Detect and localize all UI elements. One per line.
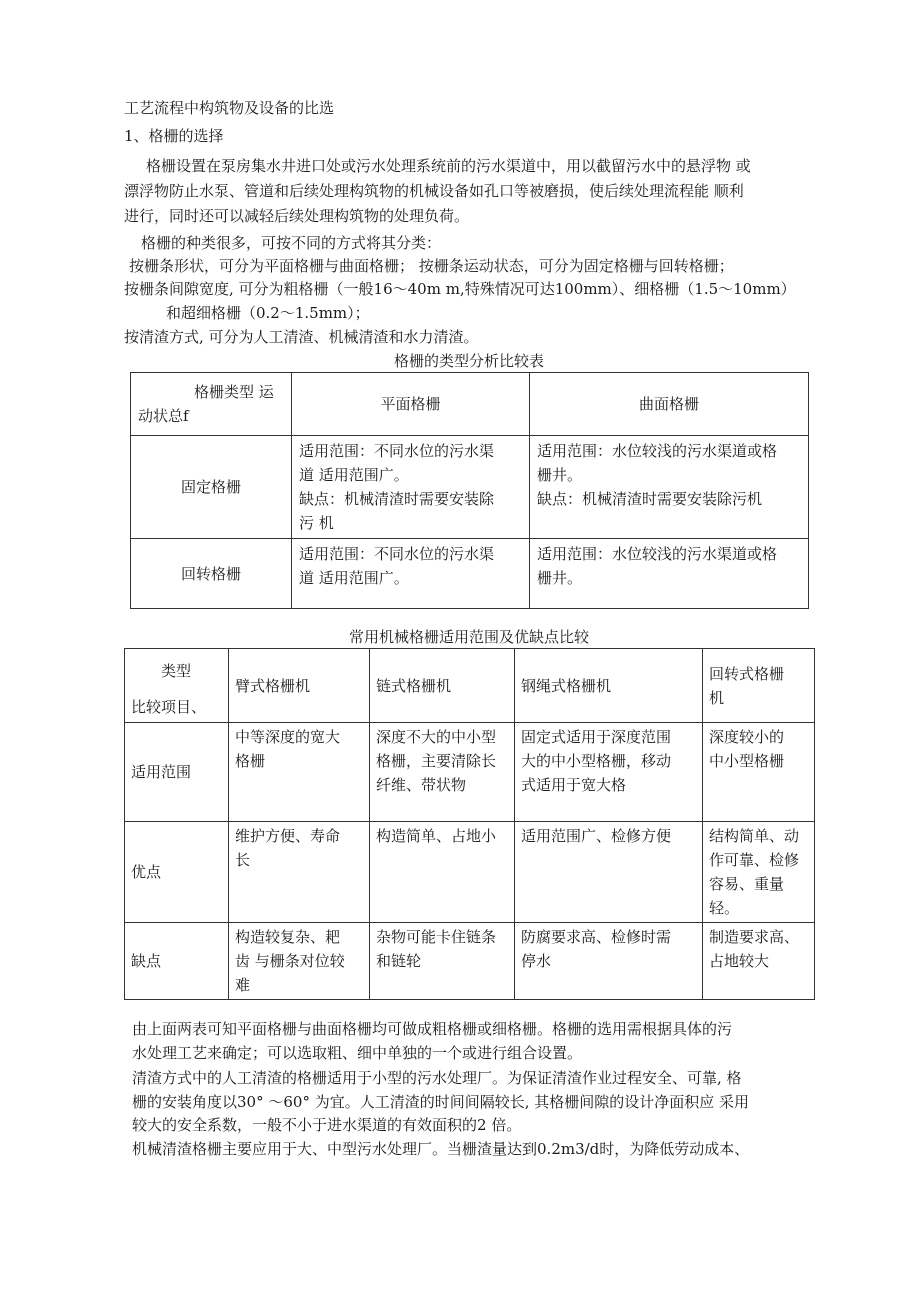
table-cell [370,723,515,822]
corner-text: 格栅类型 运 [194,383,274,401]
cell-line: 机 [709,688,725,707]
document-heading: 工艺流程中构筑物及设备的比选 [124,99,335,117]
cell-line: 占地较大 [709,952,770,970]
cell-line: 容易、重量 [709,875,785,893]
cell-line: 和链轮 [376,952,422,970]
cell-line: 停水 [521,952,552,970]
section-heading: 1、格栅的选择 [124,127,224,145]
cell-line: 栅井。 [537,466,583,484]
table-cell [229,923,370,1000]
cell-line: 式适用于宽大格 [521,776,627,794]
cell-line: 维护方便、寿命 [235,827,341,845]
cell-line: 长 [235,851,251,869]
table-cell [292,539,530,609]
row-label-rotary: 回转格栅 [131,539,292,609]
table2-caption: 常用机械格栅适用范围及优缺点比较 [348,628,589,646]
table-cell [703,822,815,923]
col-header-rotary [703,649,815,723]
cell-line: 作可靠、检修 [709,851,800,869]
cell-line: 制造要求高、 [709,928,800,946]
cell-line: 结构简单、动 [709,827,800,845]
cell-line: 中小型格栅 [709,752,785,770]
cell-line: 格栅，主要清除长 [376,752,497,770]
table-cell [515,723,703,822]
corner-text: 类型 [161,662,192,680]
cell-line: 缺点：机械清渣时需要安装除污机 [537,490,763,508]
cell-line: 适用范围：水位较浅的污水渠道或格 [537,545,778,563]
cell-line: 齿 与栅条对位较 [235,952,345,970]
table-cell [370,923,515,1000]
classify-line: 按清渣方式, 可分为人工清渣、机械清渣和水力清渣。 [124,328,479,346]
cell-line: 格栅 [235,752,266,770]
cell-line: 固定式适用于深度范围 [521,728,672,746]
cell-line: 杂物可能卡住链条 [376,928,497,946]
col-header-cable: 钢绳式格栅机 [515,649,703,723]
col-header-arm: 臂式格栅机 [229,649,370,723]
conclusion-line: 清渣方式中的人工清渣的格栅适用于小型的污水处理厂。为保证清渣作业过程安全、可靠, 格 [132,1069,742,1087]
cell-line: 回转式格栅 [709,664,785,683]
table-cell [703,923,815,1000]
cell-line: 适用范围：水位较浅的污水渠道或格 [537,442,778,460]
mechanical-grating-table [124,648,815,1000]
row-label-cons: 缺点 [125,923,229,1000]
table-cell [515,923,703,1000]
classify-line: 按栅条间隙宽度, 可分为粗格栅（一般16〜40m m,特殊情况可达100mm）、细格栅（1.5〜10mm） [124,280,796,298]
cell-line: 缺点：机械清渣时需要安装除 [299,490,495,508]
conclusion-line: 由上面两表可知平面格栅与曲面格栅均可做成粗格栅或细格栅。格栅的选用需根据具体的污 [132,1020,733,1038]
col-header-curved: 曲面格栅 [530,373,809,436]
intro-line: 进行，同时还可以减轻后续处理构筑物的处理负荷。 [124,207,470,225]
cell-line: 轻。 [709,899,740,917]
table2-corner-header [125,649,229,723]
cell-line: 构造简单、占地小 [376,827,497,845]
cell-line: 大的中小型格栅，移动 [521,752,672,770]
table-cell [292,436,530,539]
cell-line: 栅井。 [537,569,583,587]
conclusion-line: 机械清渣格栅主要应用于大、中型污水处理厂。当栅渣量达到0.2m3/d时，为降低劳动成本、 [132,1140,750,1158]
table1-caption: 格栅的类型分析比较表 [393,352,544,370]
conclusion-line: 栅的安装角度以30° 〜60° 为宜。人工清渣的时间间隔较长, 其格栅间隙的设计净面积应 采用 [132,1093,750,1111]
table-cell [703,723,815,822]
conclusion-line: 水处理工艺来确定；可以选取粗、细中单独的一个或进行组合设置。 [132,1044,583,1062]
table-cell [515,822,703,923]
cell-line: 深度较小的 [709,728,785,746]
table-cell [530,436,809,539]
classify-line: 按栅条形状，可分为平面格栅与曲面格栅； 按栅条运动状态，可分为固定格栅与回转格栅； [129,257,734,275]
corner-text: 比较项目、 [131,698,207,716]
cell-line: 防腐要求高、检修时需 [521,928,672,946]
table-cell [370,822,515,923]
cell-line: 纤维、带状物 [376,776,467,794]
table1-corner-header [131,373,292,436]
row-label-fixed: 固定格栅 [131,436,292,539]
table-cell [229,723,370,822]
row-label-pros: 优点 [125,822,229,923]
cell-line: 难 [235,976,251,994]
col-header-chain: 链式格栅机 [370,649,515,723]
corner-text: 动状总f [138,407,189,425]
cell-line: 道 适用范围广。 [299,569,409,587]
table-cell [229,822,370,923]
intro-line: 漂浮物防止水泵、管道和后续处理构筑物的机械设备如孔口等被磨损，使后续处理流程能 顺利 [124,182,744,200]
cell-line: 中等深度的宽大 [235,728,341,746]
cell-line: 适用范围广、检修方便 [521,827,672,845]
cell-line: 构造较复杂、耙 [235,928,341,946]
cell-line: 适用范围：不同水位的污水渠 [299,442,495,460]
intro-line: 格栅设置在泵房集水井进口处或污水处理系统前的污水渠道中，用以截留污水中的悬浮物 或 [146,157,751,175]
conclusion-line: 较大的安全系数，一般不小于进水渠道的有效面积的2 倍。 [132,1116,522,1134]
grating-type-table [130,372,809,609]
classify-line: 和超细格栅（0.2〜1.5mm）； [166,304,370,322]
table-cell [530,539,809,609]
cell-line: 适用范围：不同水位的污水渠 [299,545,495,563]
col-header-flat: 平面格栅 [292,373,530,436]
cell-line: 深度不大的中小型 [376,728,497,746]
cell-line: 污 机 [299,514,334,532]
classify-line: 格栅的种类很多，可按不同的方式将其分类： [141,234,442,252]
cell-line: 道 适用范围广。 [299,466,409,484]
row-label-scope: 适用范围 [125,723,229,822]
